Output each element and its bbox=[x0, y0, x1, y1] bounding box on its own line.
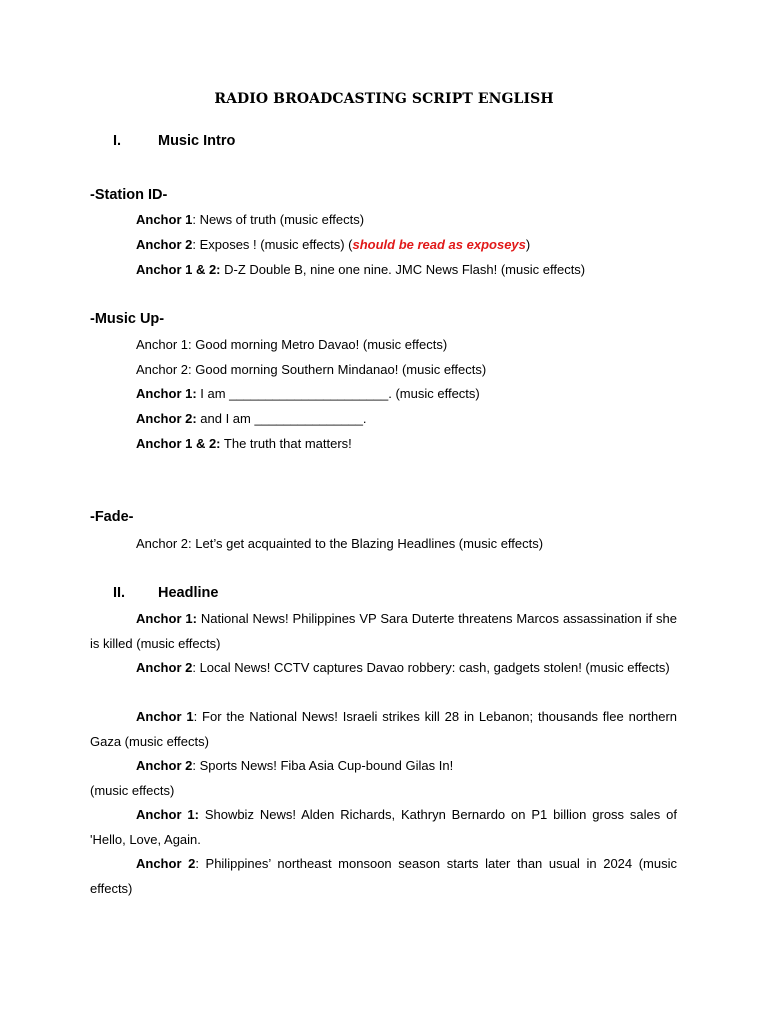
section-label: Headline bbox=[158, 585, 219, 601]
headline-text: Showbiz News! Alden Richards, Kathryn Bernardo on P1 billion gross sales of 'Hello, Love, Again. bbox=[90, 807, 677, 847]
line-text: and I am _______________. bbox=[196, 411, 367, 426]
script-line: Anchor 2: Let’s get acquainted to the Blazing Headlines (music effects) bbox=[136, 536, 544, 551]
headline-extra: (music effects) bbox=[90, 782, 175, 798]
speaker-label: Anchor 1: bbox=[136, 386, 197, 401]
script-line bbox=[136, 212, 364, 227]
speaker-label: Anchor 1: bbox=[136, 611, 197, 626]
headline-text: National News! Philippines VP Sara Duterte threatens Marcos assassination if she is killed (music effects) bbox=[90, 611, 678, 651]
script-line bbox=[136, 386, 480, 401]
script-line bbox=[136, 262, 585, 277]
segment-heading-music-up: -Music Up- bbox=[90, 311, 165, 327]
line-text-close: ) bbox=[525, 237, 531, 252]
headline-text: : Philippines’ northeast monsoon season starts later than usual in 2024 (music effects) bbox=[90, 856, 678, 896]
script-line: Anchor 1: Good morning Metro Davao! (music effects) bbox=[136, 337, 448, 352]
headline-paragraph bbox=[90, 656, 677, 681]
headline-paragraph bbox=[90, 607, 677, 656]
speaker-label: Anchor 2 bbox=[136, 660, 193, 675]
script-line: Anchor 2: Good morning Southern Mindanao! (music effects) bbox=[136, 362, 487, 377]
headline-paragraph bbox=[90, 754, 677, 803]
line-text: D-Z Double B, nine one nine. JMC News Flash! (music effects) bbox=[220, 262, 586, 277]
speaker-label: Anchor 1 & 2: bbox=[136, 262, 221, 277]
headline-text: : Sports News! Fiba Asia Cup-bound Gilas In! bbox=[192, 758, 454, 773]
line-text: : Exposes ! (music effects) ( bbox=[192, 237, 353, 252]
segment-heading-fade: -Fade- bbox=[90, 509, 134, 525]
segment-heading-station-id: -Station ID- bbox=[90, 187, 168, 203]
line-text: The truth that matters! bbox=[220, 436, 352, 451]
headline-text: : Local News! CCTV captures Davao robbery: cash, gadgets stolen! (music effects) bbox=[192, 660, 670, 675]
speaker-label: Anchor 1 bbox=[136, 709, 194, 724]
section-label: Music Intro bbox=[158, 133, 236, 149]
speaker-label: Anchor 2 bbox=[136, 856, 196, 871]
line-text: : News of truth (music effects) bbox=[192, 212, 365, 227]
section-number: II. bbox=[113, 585, 126, 601]
headline-paragraph bbox=[90, 852, 677, 901]
speaker-label: Anchor 1 & 2: bbox=[136, 436, 221, 451]
script-line bbox=[136, 237, 530, 252]
headline-paragraph bbox=[90, 705, 677, 754]
page-title: RADIO BROADCASTING SCRIPT ENGLISH bbox=[214, 91, 554, 107]
speaker-label: Anchor 1 bbox=[136, 212, 193, 227]
speaker-label: Anchor 2: bbox=[136, 411, 197, 426]
headline-text: : For the National News! Israeli strikes kill 28 in Lebanon; thousands flee northern Gaza (music effects) bbox=[90, 709, 678, 749]
speaker-label: Anchor 2 bbox=[136, 758, 193, 773]
speaker-label: Anchor 2 bbox=[136, 237, 193, 252]
script-line bbox=[136, 411, 367, 426]
script-line bbox=[136, 436, 352, 451]
speaker-label: Anchor 1: bbox=[136, 807, 199, 822]
headline-paragraph bbox=[90, 803, 677, 852]
line-text: I am ______________________. (music effects) bbox=[196, 386, 480, 401]
section-number: I. bbox=[113, 133, 122, 149]
pronunciation-note: should be read as exposeys bbox=[352, 237, 526, 252]
